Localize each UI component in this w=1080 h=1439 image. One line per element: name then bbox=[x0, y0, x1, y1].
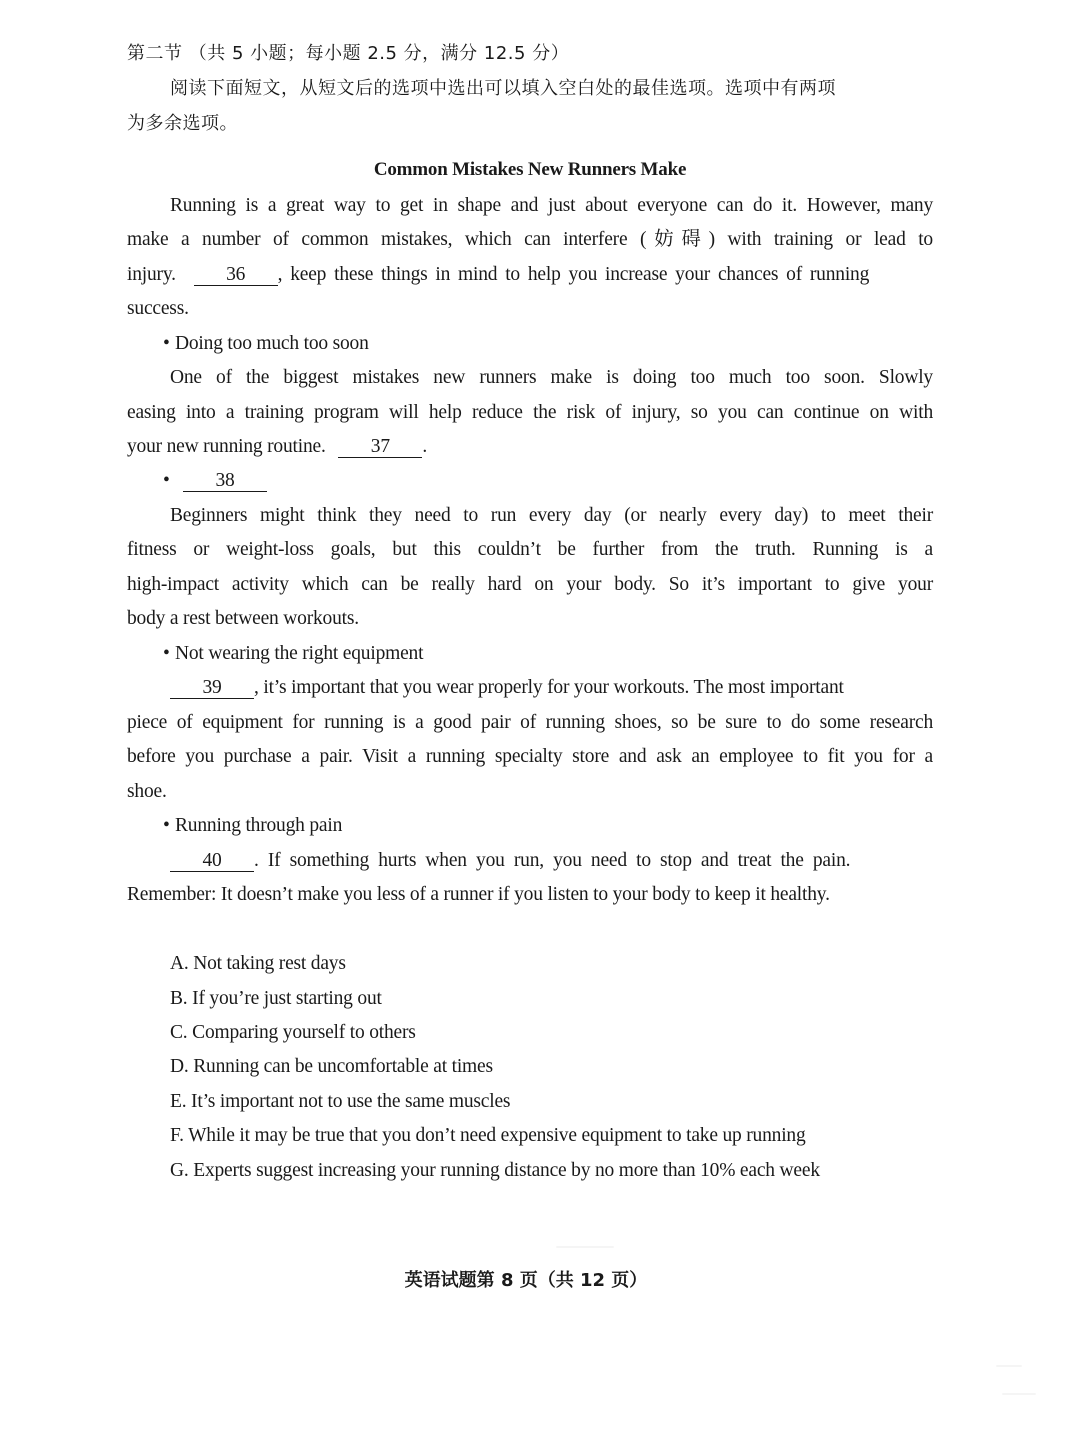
intro-line-1: Running is a great way to get in shape and just about everyone can do it. However, many bbox=[170, 195, 933, 216]
bullet-heading-3-text: Not wearing the right equipment bbox=[175, 643, 424, 664]
section-heading: 第二节 （共 5 小题；每小题 2.5 分，满分 12.5 分） bbox=[127, 43, 570, 64]
bullet-icon: • bbox=[163, 470, 170, 491]
page-footer: 英语试题第 8 页（共 12 页） bbox=[404, 1270, 648, 1291]
intro-line-3-after: , keep these things in mind to help you increase your chances of running bbox=[277, 264, 870, 285]
section-1-line-3 bbox=[127, 435, 933, 459]
section-1-line-3-after: . bbox=[422, 436, 428, 457]
passage-title: Common Mistakes New Runners Make bbox=[373, 159, 687, 180]
answer-blank-39[interactable]: 39 bbox=[170, 678, 254, 699]
option-a: A. Not taking rest days bbox=[170, 953, 346, 974]
section-3-line-1 bbox=[170, 676, 933, 700]
answer-blank-38[interactable]: 38 bbox=[183, 471, 267, 492]
section-2-line-1: Beginners might think they need to run every day (or nearly every day) to meet their bbox=[170, 505, 933, 526]
section-1-line-3-before: your new running routine. bbox=[127, 436, 326, 457]
section-1-line-1: One of the biggest mistakes new runners make is doing too much too soon. Slowly bbox=[170, 367, 933, 388]
option-e: E. It’s important not to use the same muscles bbox=[170, 1091, 511, 1112]
bullet-heading-4 bbox=[163, 814, 926, 838]
option-g: G. Experts suggest increasing your running distance by no more than 10% each week bbox=[170, 1160, 820, 1181]
section-3-line-3: before you purchase a pair. Visit a running specialty store and ask an employee to fit you for a bbox=[127, 746, 933, 767]
bullet-icon: • bbox=[163, 333, 170, 354]
scan-smudge bbox=[556, 1246, 614, 1248]
bullet-heading-4-text: Running through pain bbox=[175, 815, 343, 836]
intro-line-3-before: injury. bbox=[127, 264, 176, 285]
answer-blank-36[interactable]: 36 bbox=[194, 265, 278, 286]
intro-line-3 bbox=[127, 263, 933, 287]
answer-blank-37[interactable]: 37 bbox=[338, 437, 422, 458]
intro-line-2: make a number of common mistakes, which can interfere (妨碍) with training or lead to bbox=[127, 229, 933, 250]
intro-line-4: success. bbox=[127, 298, 189, 319]
section-2-line-4: body a rest between workouts. bbox=[127, 608, 359, 629]
scan-smudge bbox=[1002, 1393, 1036, 1395]
option-d: D. Running can be uncomfortable at times bbox=[170, 1056, 493, 1077]
scan-smudge bbox=[996, 1365, 1022, 1367]
section-3-line-4: shoe. bbox=[127, 781, 167, 802]
bullet-icon: • bbox=[163, 643, 170, 664]
bullet-heading-1 bbox=[163, 332, 926, 356]
section-4-line-1 bbox=[170, 849, 933, 873]
bullet-heading-2 bbox=[163, 469, 926, 493]
option-c: C. Comparing yourself to others bbox=[170, 1022, 416, 1043]
instruction-line-2: 为多余选项。 bbox=[127, 113, 238, 134]
section-4-line-2: Remember: It doesn’t make you less of a runner if you listen to your body to keep it healthy. bbox=[127, 884, 830, 905]
section-2-line-3: high-impact activity which can be really hard on your body. So it’s important to give your bbox=[127, 574, 933, 595]
section-3-line-2: piece of equipment for running is a good pair of running shoes, so be sure to do some research bbox=[127, 712, 933, 733]
option-b: B. If you’re just starting out bbox=[170, 988, 382, 1009]
section-2-line-2: fitness or weight-loss goals, but this couldn’t be further from the truth. Running is a bbox=[127, 539, 933, 560]
bullet-heading-1-text: Doing too much too soon bbox=[175, 333, 369, 354]
option-f: F. While it may be true that you don’t need expensive equipment to take up running bbox=[170, 1125, 806, 1146]
section-4-line-1-after: . If something hurts when you run, you need to stop and treat the pain. bbox=[254, 850, 851, 871]
instruction-line-1: 阅读下面短文，从短文后的选项中选出可以填入空白处的最佳选项。选项中有两项 bbox=[170, 78, 836, 99]
bullet-icon: • bbox=[163, 815, 170, 836]
section-1-line-2: easing into a training program will help reduce the risk of injury, so you can continue on with bbox=[127, 402, 933, 423]
answer-blank-40[interactable]: 40 bbox=[170, 851, 254, 872]
section-3-line-1-after: , it’s important that you wear properly for your workouts. The most important bbox=[254, 677, 844, 698]
bullet-heading-3 bbox=[163, 642, 926, 666]
